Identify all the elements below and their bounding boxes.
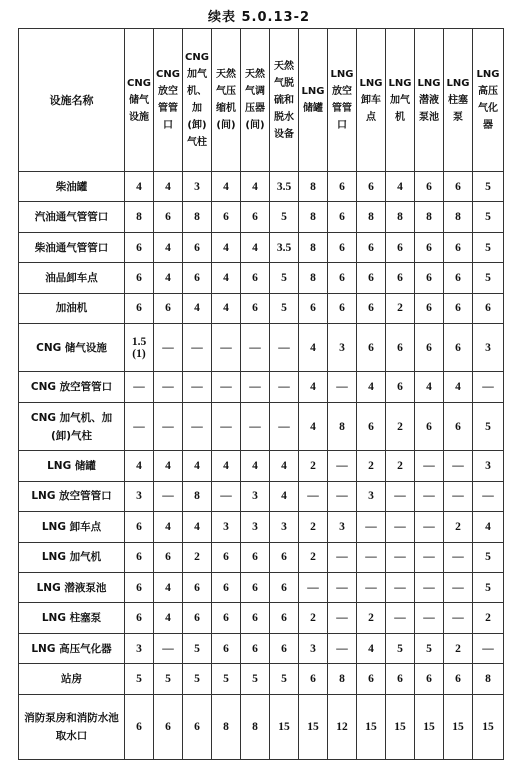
- distance-cell: 4: [415, 372, 444, 402]
- row-facility-name: 汽油通气管管口: [19, 202, 125, 232]
- distance-cell: 6: [299, 293, 328, 323]
- distance-cell: —: [357, 572, 386, 602]
- distance-cell: 6: [154, 542, 183, 572]
- distance-cell: —: [473, 372, 504, 402]
- distance-cell: —: [473, 481, 504, 511]
- distance-cell: 3: [473, 451, 504, 481]
- distance-cell: 6: [212, 572, 241, 602]
- distance-cell: 6: [357, 263, 386, 293]
- row-facility-name: LNG 储罐: [19, 451, 125, 481]
- distance-cell: —: [444, 481, 473, 511]
- distance-cell: 8: [299, 202, 328, 232]
- distance-cell: 8: [212, 694, 241, 759]
- distance-cell: 6: [444, 664, 473, 694]
- distance-cell: 4: [241, 172, 270, 202]
- distance-cell: —: [415, 512, 444, 542]
- distance-cell: 6: [125, 542, 154, 572]
- distance-cell: 3: [212, 512, 241, 542]
- table-body: [19, 172, 504, 760]
- distance-cell: —: [386, 481, 415, 511]
- distance-cell: 5: [473, 232, 504, 262]
- distance-cell: 5: [473, 542, 504, 572]
- distance-cell: 6: [125, 603, 154, 633]
- distance-cell: 5: [473, 172, 504, 202]
- header-col-11: LNG潜液泵池: [415, 29, 444, 172]
- table-row: [19, 481, 504, 511]
- distance-cell: 4: [212, 172, 241, 202]
- distance-cell: 15: [415, 694, 444, 759]
- distance-cell: 4: [212, 232, 241, 262]
- distance-cell: 3: [328, 324, 357, 372]
- distance-cell: 6: [386, 664, 415, 694]
- distance-cell: 8: [183, 202, 212, 232]
- distance-cell: 6: [241, 542, 270, 572]
- distance-cell: 5: [270, 293, 299, 323]
- distance-cell: 3: [299, 633, 328, 663]
- row-facility-name: LNG 高压气化器: [19, 633, 125, 663]
- row-facility-name: 柴油罐: [19, 172, 125, 202]
- distance-cell: 4: [212, 293, 241, 323]
- distance-cell: 4: [154, 603, 183, 633]
- distance-cell: 4: [299, 402, 328, 450]
- distance-cell: 6: [357, 402, 386, 450]
- distance-cell: —: [183, 402, 212, 450]
- distance-cell: 6: [125, 694, 154, 759]
- row-facility-name: LNG 柱塞泵: [19, 603, 125, 633]
- distance-cell: 6: [328, 263, 357, 293]
- distance-cell: 3: [183, 172, 212, 202]
- distance-cell: 6: [183, 603, 212, 633]
- distance-cell: —: [328, 542, 357, 572]
- distance-cell: —: [357, 512, 386, 542]
- distance-cell: 5: [183, 664, 212, 694]
- table-row: [19, 232, 504, 262]
- distance-cell: 6: [241, 603, 270, 633]
- distance-cell: 2: [386, 451, 415, 481]
- distance-cell: 8: [299, 263, 328, 293]
- distance-cell: 6: [415, 324, 444, 372]
- distance-cell: 6: [357, 172, 386, 202]
- distance-cell: 4: [125, 451, 154, 481]
- distance-cell: 6: [415, 232, 444, 262]
- distance-cell: —: [241, 372, 270, 402]
- row-facility-name: 油品卸车点: [19, 263, 125, 293]
- table-row: [19, 293, 504, 323]
- distance-cell: 6: [154, 694, 183, 759]
- row-facility-name: 消防泵房和消防水池取水口: [19, 694, 125, 759]
- distance-cell: 6: [357, 232, 386, 262]
- distance-cell: —: [328, 633, 357, 663]
- distance-cell: 5: [415, 633, 444, 663]
- distance-cell: 3: [241, 512, 270, 542]
- distance-cell: 5: [270, 202, 299, 232]
- table-row: [19, 694, 504, 759]
- distance-cell: —: [154, 324, 183, 372]
- table-row: [19, 633, 504, 663]
- distance-cell: 6: [444, 172, 473, 202]
- distance-cell: —: [299, 481, 328, 511]
- distance-cell: —: [415, 572, 444, 602]
- distance-cell: 6: [270, 603, 299, 633]
- header-col-1: CNG储气设施: [125, 29, 154, 172]
- distance-cell: 4: [270, 481, 299, 511]
- table-row: [19, 603, 504, 633]
- distance-cell: 6: [415, 263, 444, 293]
- distance-cell: 5: [473, 263, 504, 293]
- distance-cell: 3: [125, 633, 154, 663]
- distance-cell: —: [415, 481, 444, 511]
- distance-cell: 15: [270, 694, 299, 759]
- distance-cell: 3.5: [270, 172, 299, 202]
- distance-cell: 6: [154, 293, 183, 323]
- distance-cell: 5: [125, 664, 154, 694]
- header-col-7: LNG储罐: [299, 29, 328, 172]
- distance-cell: 6: [183, 232, 212, 262]
- distance-cell: 6: [183, 263, 212, 293]
- distance-cell: 3: [270, 512, 299, 542]
- distance-cell: —: [270, 324, 299, 372]
- distance-cell: 8: [444, 202, 473, 232]
- distance-cell: 8: [125, 202, 154, 232]
- distance-cell: 5: [270, 263, 299, 293]
- distance-cell: 1.5 (1): [125, 324, 154, 372]
- distance-cell: 6: [125, 293, 154, 323]
- distance-cell: 4: [154, 263, 183, 293]
- distance-cell: 8: [328, 402, 357, 450]
- table-row: [19, 263, 504, 293]
- distance-cell: 3: [328, 512, 357, 542]
- distance-cell: 2: [299, 542, 328, 572]
- distance-cell: 6: [270, 633, 299, 663]
- distance-cell: —: [386, 512, 415, 542]
- distance-cell: 4: [473, 512, 504, 542]
- distance-cell: —: [444, 542, 473, 572]
- distance-cell: —: [386, 572, 415, 602]
- distance-cell: 4: [357, 633, 386, 663]
- distance-cell: 8: [473, 664, 504, 694]
- distance-cell: —: [415, 451, 444, 481]
- distance-cell: 4: [270, 451, 299, 481]
- distance-cell: 15: [357, 694, 386, 759]
- distance-cell: 6: [183, 572, 212, 602]
- distance-cell: 2: [444, 633, 473, 663]
- distance-cell: 4: [183, 293, 212, 323]
- distance-cell: 6: [328, 232, 357, 262]
- distance-cell: 6: [270, 572, 299, 602]
- distance-cell: 6: [444, 324, 473, 372]
- distance-cell: 5: [473, 402, 504, 450]
- distance-cell: 5: [473, 202, 504, 232]
- table-row: [19, 664, 504, 694]
- distance-cell: 4: [299, 372, 328, 402]
- distance-cell: 2: [386, 402, 415, 450]
- distance-cell: —: [241, 324, 270, 372]
- header-col-2: CNG放空管管口: [154, 29, 183, 172]
- header-col-10: LNG加气机: [386, 29, 415, 172]
- distance-cell: 2: [386, 293, 415, 323]
- table-row: [19, 372, 504, 402]
- distance-cell: 6: [386, 372, 415, 402]
- distance-cell: 2: [357, 451, 386, 481]
- distance-cell: 6: [357, 293, 386, 323]
- distance-cell: 6: [154, 202, 183, 232]
- header-col-12: LNG柱塞泵: [444, 29, 473, 172]
- distance-cell: —: [473, 633, 504, 663]
- distance-cell: 6: [473, 293, 504, 323]
- distance-cell: 2: [444, 512, 473, 542]
- distance-cell: 3: [125, 481, 154, 511]
- table-row: [19, 402, 504, 450]
- distance-cell: —: [212, 481, 241, 511]
- distance-cell: 2: [473, 603, 504, 633]
- distance-cell: —: [386, 603, 415, 633]
- distance-cell: 5: [212, 664, 241, 694]
- distance-cell: 6: [212, 202, 241, 232]
- distance-cell: 12: [328, 694, 357, 759]
- distance-cell: 6: [415, 293, 444, 323]
- distance-cell: —: [154, 481, 183, 511]
- row-facility-name: CNG 放空管管口: [19, 372, 125, 402]
- table-row: [19, 572, 504, 602]
- distance-cell: —: [328, 603, 357, 633]
- distance-cell: 6: [299, 664, 328, 694]
- header-col-13: LNG高压气化器: [473, 29, 504, 172]
- header-col-8: LNG放空管管口: [328, 29, 357, 172]
- distance-cell: 6: [357, 324, 386, 372]
- distance-cell: 4: [444, 372, 473, 402]
- distance-cell: 8: [299, 172, 328, 202]
- distance-cell: 4: [125, 172, 154, 202]
- table-row: [19, 512, 504, 542]
- distance-cell: 2: [299, 603, 328, 633]
- distance-cell: 6: [125, 512, 154, 542]
- row-facility-name: CNG 储气设施: [19, 324, 125, 372]
- distance-cell: 4: [183, 451, 212, 481]
- distance-cell: 6: [241, 572, 270, 602]
- distance-cell: 6: [328, 293, 357, 323]
- distance-cell: —: [328, 572, 357, 602]
- distance-cell: —: [125, 402, 154, 450]
- distance-cell: 6: [386, 232, 415, 262]
- header-col-6: 天然气脱硫和脱水设备: [270, 29, 299, 172]
- distance-cell: 4: [154, 172, 183, 202]
- distance-cell: 6: [444, 402, 473, 450]
- header-facility-name: 设施名称: [19, 29, 125, 172]
- distance-cell: 2: [299, 451, 328, 481]
- distance-cell: 6: [241, 202, 270, 232]
- distance-cell: 6: [241, 263, 270, 293]
- distance-cell: —: [154, 402, 183, 450]
- distance-cell: 5: [183, 633, 212, 663]
- distance-cell: 4: [386, 172, 415, 202]
- distance-cell: 6: [444, 293, 473, 323]
- distance-cell: 4: [212, 451, 241, 481]
- distance-cell: 6: [415, 402, 444, 450]
- distance-cell: 8: [415, 202, 444, 232]
- table-row: [19, 324, 504, 372]
- distance-cell: 2: [357, 603, 386, 633]
- distance-cell: —: [357, 542, 386, 572]
- distance-cell: 4: [241, 451, 270, 481]
- distance-cell: —: [125, 372, 154, 402]
- distance-cell: 6: [212, 633, 241, 663]
- distance-cell: 8: [386, 202, 415, 232]
- row-facility-name: CNG 加气机、加(卸)气柱: [19, 402, 125, 450]
- distance-cell: 6: [125, 232, 154, 262]
- distance-cell: 4: [212, 263, 241, 293]
- distance-cell: 15: [386, 694, 415, 759]
- distance-cell: 8: [328, 664, 357, 694]
- distance-cell: —: [212, 402, 241, 450]
- distance-cell: 3.5: [270, 232, 299, 262]
- distance-cell: —: [154, 633, 183, 663]
- distance-cell: 5: [386, 633, 415, 663]
- distance-cell: 4: [154, 572, 183, 602]
- row-facility-name: LNG 放空管管口: [19, 481, 125, 511]
- distance-cell: 4: [241, 232, 270, 262]
- distance-cell: —: [299, 572, 328, 602]
- distance-cell: 4: [183, 512, 212, 542]
- table-row: [19, 451, 504, 481]
- distance-cell: —: [444, 572, 473, 602]
- distance-cell: 8: [299, 232, 328, 262]
- distance-cell: —: [270, 402, 299, 450]
- distance-cell: 3: [241, 481, 270, 511]
- distance-cell: —: [212, 372, 241, 402]
- row-facility-name: 柴油通气管管口: [19, 232, 125, 262]
- table-row: [19, 202, 504, 232]
- distance-table: [18, 28, 504, 760]
- header-col-9: LNG卸车点: [357, 29, 386, 172]
- distance-cell: 4: [299, 324, 328, 372]
- distance-cell: 6: [328, 202, 357, 232]
- distance-cell: —: [212, 324, 241, 372]
- header-col-4: 天然气压缩机(间): [212, 29, 241, 172]
- distance-cell: 15: [444, 694, 473, 759]
- distance-cell: —: [154, 372, 183, 402]
- table-row: [19, 542, 504, 572]
- distance-cell: 5: [473, 572, 504, 602]
- distance-cell: 6: [415, 664, 444, 694]
- distance-cell: 6: [444, 232, 473, 262]
- distance-cell: 15: [473, 694, 504, 759]
- row-facility-name: 站房: [19, 664, 125, 694]
- header-col-5: 天然气调压器(间): [241, 29, 270, 172]
- header-row: [19, 29, 504, 172]
- distance-cell: 3: [473, 324, 504, 372]
- distance-cell: 5: [154, 664, 183, 694]
- distance-cell: 4: [154, 451, 183, 481]
- distance-cell: 6: [415, 172, 444, 202]
- distance-cell: —: [444, 603, 473, 633]
- distance-cell: 6: [125, 572, 154, 602]
- distance-cell: 8: [183, 481, 212, 511]
- table-caption: 续表 5.0.13-2: [207, 10, 311, 25]
- distance-cell: 6: [328, 172, 357, 202]
- distance-cell: 4: [357, 372, 386, 402]
- distance-cell: —: [270, 372, 299, 402]
- distance-cell: 6: [241, 633, 270, 663]
- row-facility-name: LNG 加气机: [19, 542, 125, 572]
- distance-cell: 5: [270, 664, 299, 694]
- distance-cell: —: [415, 603, 444, 633]
- distance-cell: 4: [154, 232, 183, 262]
- distance-cell: 6: [241, 293, 270, 323]
- distance-cell: —: [183, 372, 212, 402]
- row-facility-name: LNG 卸车点: [19, 512, 125, 542]
- header-col-3: CNG加气机、加(卸)气柱: [183, 29, 212, 172]
- distance-cell: —: [328, 481, 357, 511]
- distance-cell: —: [415, 542, 444, 572]
- distance-cell: 8: [357, 202, 386, 232]
- distance-cell: 8: [241, 694, 270, 759]
- distance-cell: 3: [357, 481, 386, 511]
- distance-cell: 6: [444, 263, 473, 293]
- distance-cell: 5: [241, 664, 270, 694]
- distance-cell: 6: [183, 694, 212, 759]
- distance-cell: 6: [386, 263, 415, 293]
- distance-cell: 6: [357, 664, 386, 694]
- distance-cell: 6: [212, 603, 241, 633]
- distance-cell: —: [183, 324, 212, 372]
- distance-cell: 2: [183, 542, 212, 572]
- table-row: [19, 172, 504, 202]
- distance-cell: —: [241, 402, 270, 450]
- row-facility-name: 加油机: [19, 293, 125, 323]
- distance-cell: 6: [270, 542, 299, 572]
- distance-cell: —: [386, 542, 415, 572]
- distance-cell: —: [328, 451, 357, 481]
- distance-cell: 6: [386, 324, 415, 372]
- distance-cell: 6: [212, 542, 241, 572]
- distance-cell: 15: [299, 694, 328, 759]
- distance-cell: 2: [299, 512, 328, 542]
- distance-cell: —: [444, 451, 473, 481]
- distance-cell: 6: [125, 263, 154, 293]
- row-facility-name: LNG 潜液泵池: [19, 572, 125, 602]
- distance-cell: 4: [154, 512, 183, 542]
- distance-cell: —: [328, 372, 357, 402]
